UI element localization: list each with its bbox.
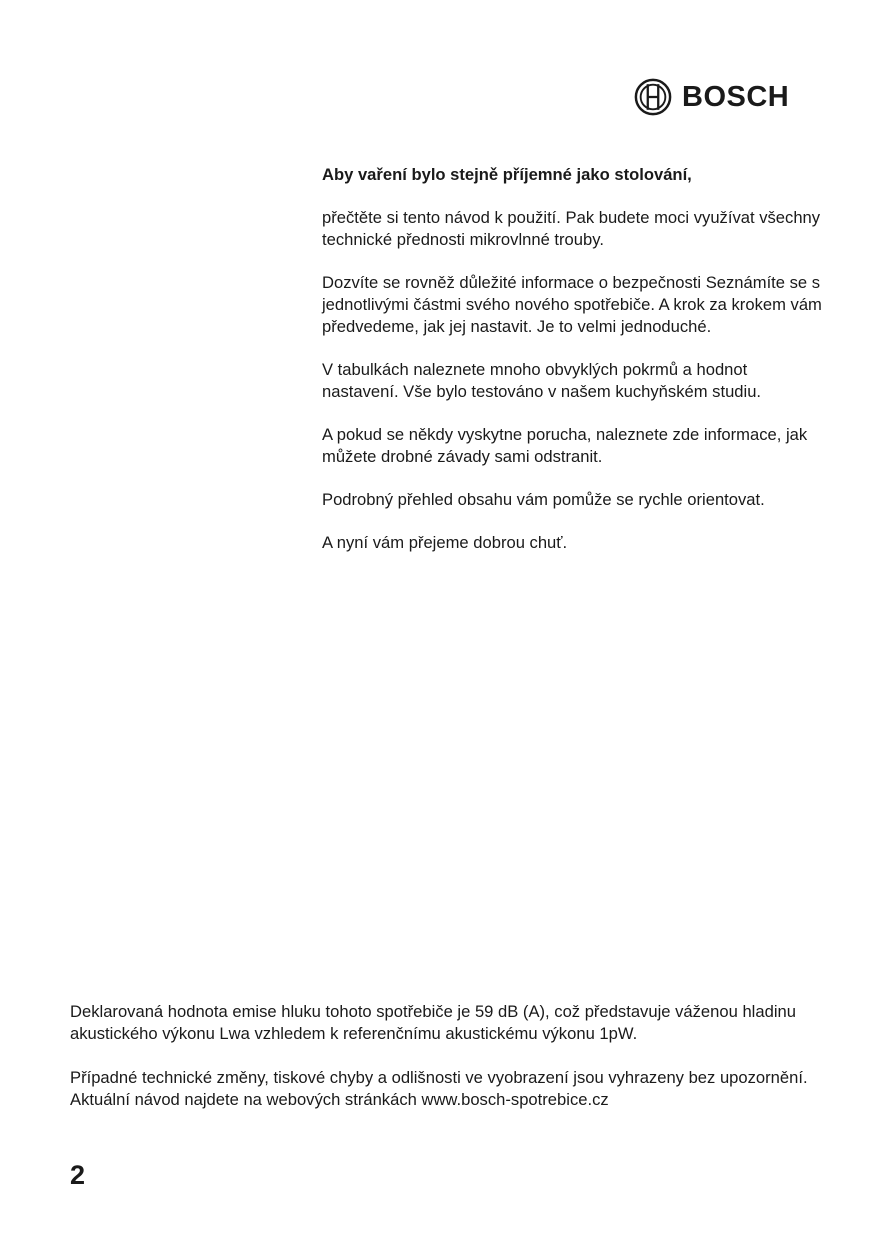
intro-paragraph: Dozvíte se rovněž důležité informace o bezpečnosti Seznámíte se s jednotlivými částmi svého nového spotřebiče. A krok za krokem vám předvedeme, jak jej nastavit. Je to velmi jednoduché.: [322, 273, 822, 336]
intro-heading: Aby vaření bylo stejně příjemné jako stolování,: [322, 165, 692, 184]
intro-paragraph: V tabulkách naleznete mnoho obvyklých pokrmů a hodnot nastavení. Vše bylo testováno v našem kuchyňském studiu.: [322, 360, 762, 401]
brand-name: BOSCH: [682, 80, 790, 113]
intro-paragraph: A pokud se někdy vyskytne porucha, naleznete zde informace, jak můžete drobné závady sami odstranit.: [322, 425, 808, 466]
intro-section: [322, 164, 822, 575]
intro-paragraph: přečtěte si tento návod k použití. Pak budete moci využívat všechny technické přednosti mikrovlnné trouby.: [322, 208, 821, 249]
intro-paragraph: Podrobný přehled obsahu vám pomůže se rychle orientovat.: [322, 490, 765, 509]
page-number: 2: [70, 1160, 86, 1190]
bosch-armature-icon: [634, 78, 672, 116]
footer-notes: [70, 1001, 830, 1133]
intro-paragraph: A nyní vám přejeme dobrou chuť.: [322, 533, 568, 552]
noise-emission-note: Deklarovaná hodnota emise hluku tohoto spotřebiče je 59 dB (A), což představuje váženou hladinu akustického výkonu Lwa vzhledem k referenčnímu akustickému výkonu 1pW.: [70, 1002, 796, 1043]
disclaimer-note: Případné technické změny, tiskové chyby a odlišnosti ve vyobrazení jsou vyhrazeny bez upozornění. Aktuální návod najdete na webových stránkách www.bosch-spotrebice.cz: [70, 1068, 808, 1109]
bosch-logo: [634, 78, 789, 116]
